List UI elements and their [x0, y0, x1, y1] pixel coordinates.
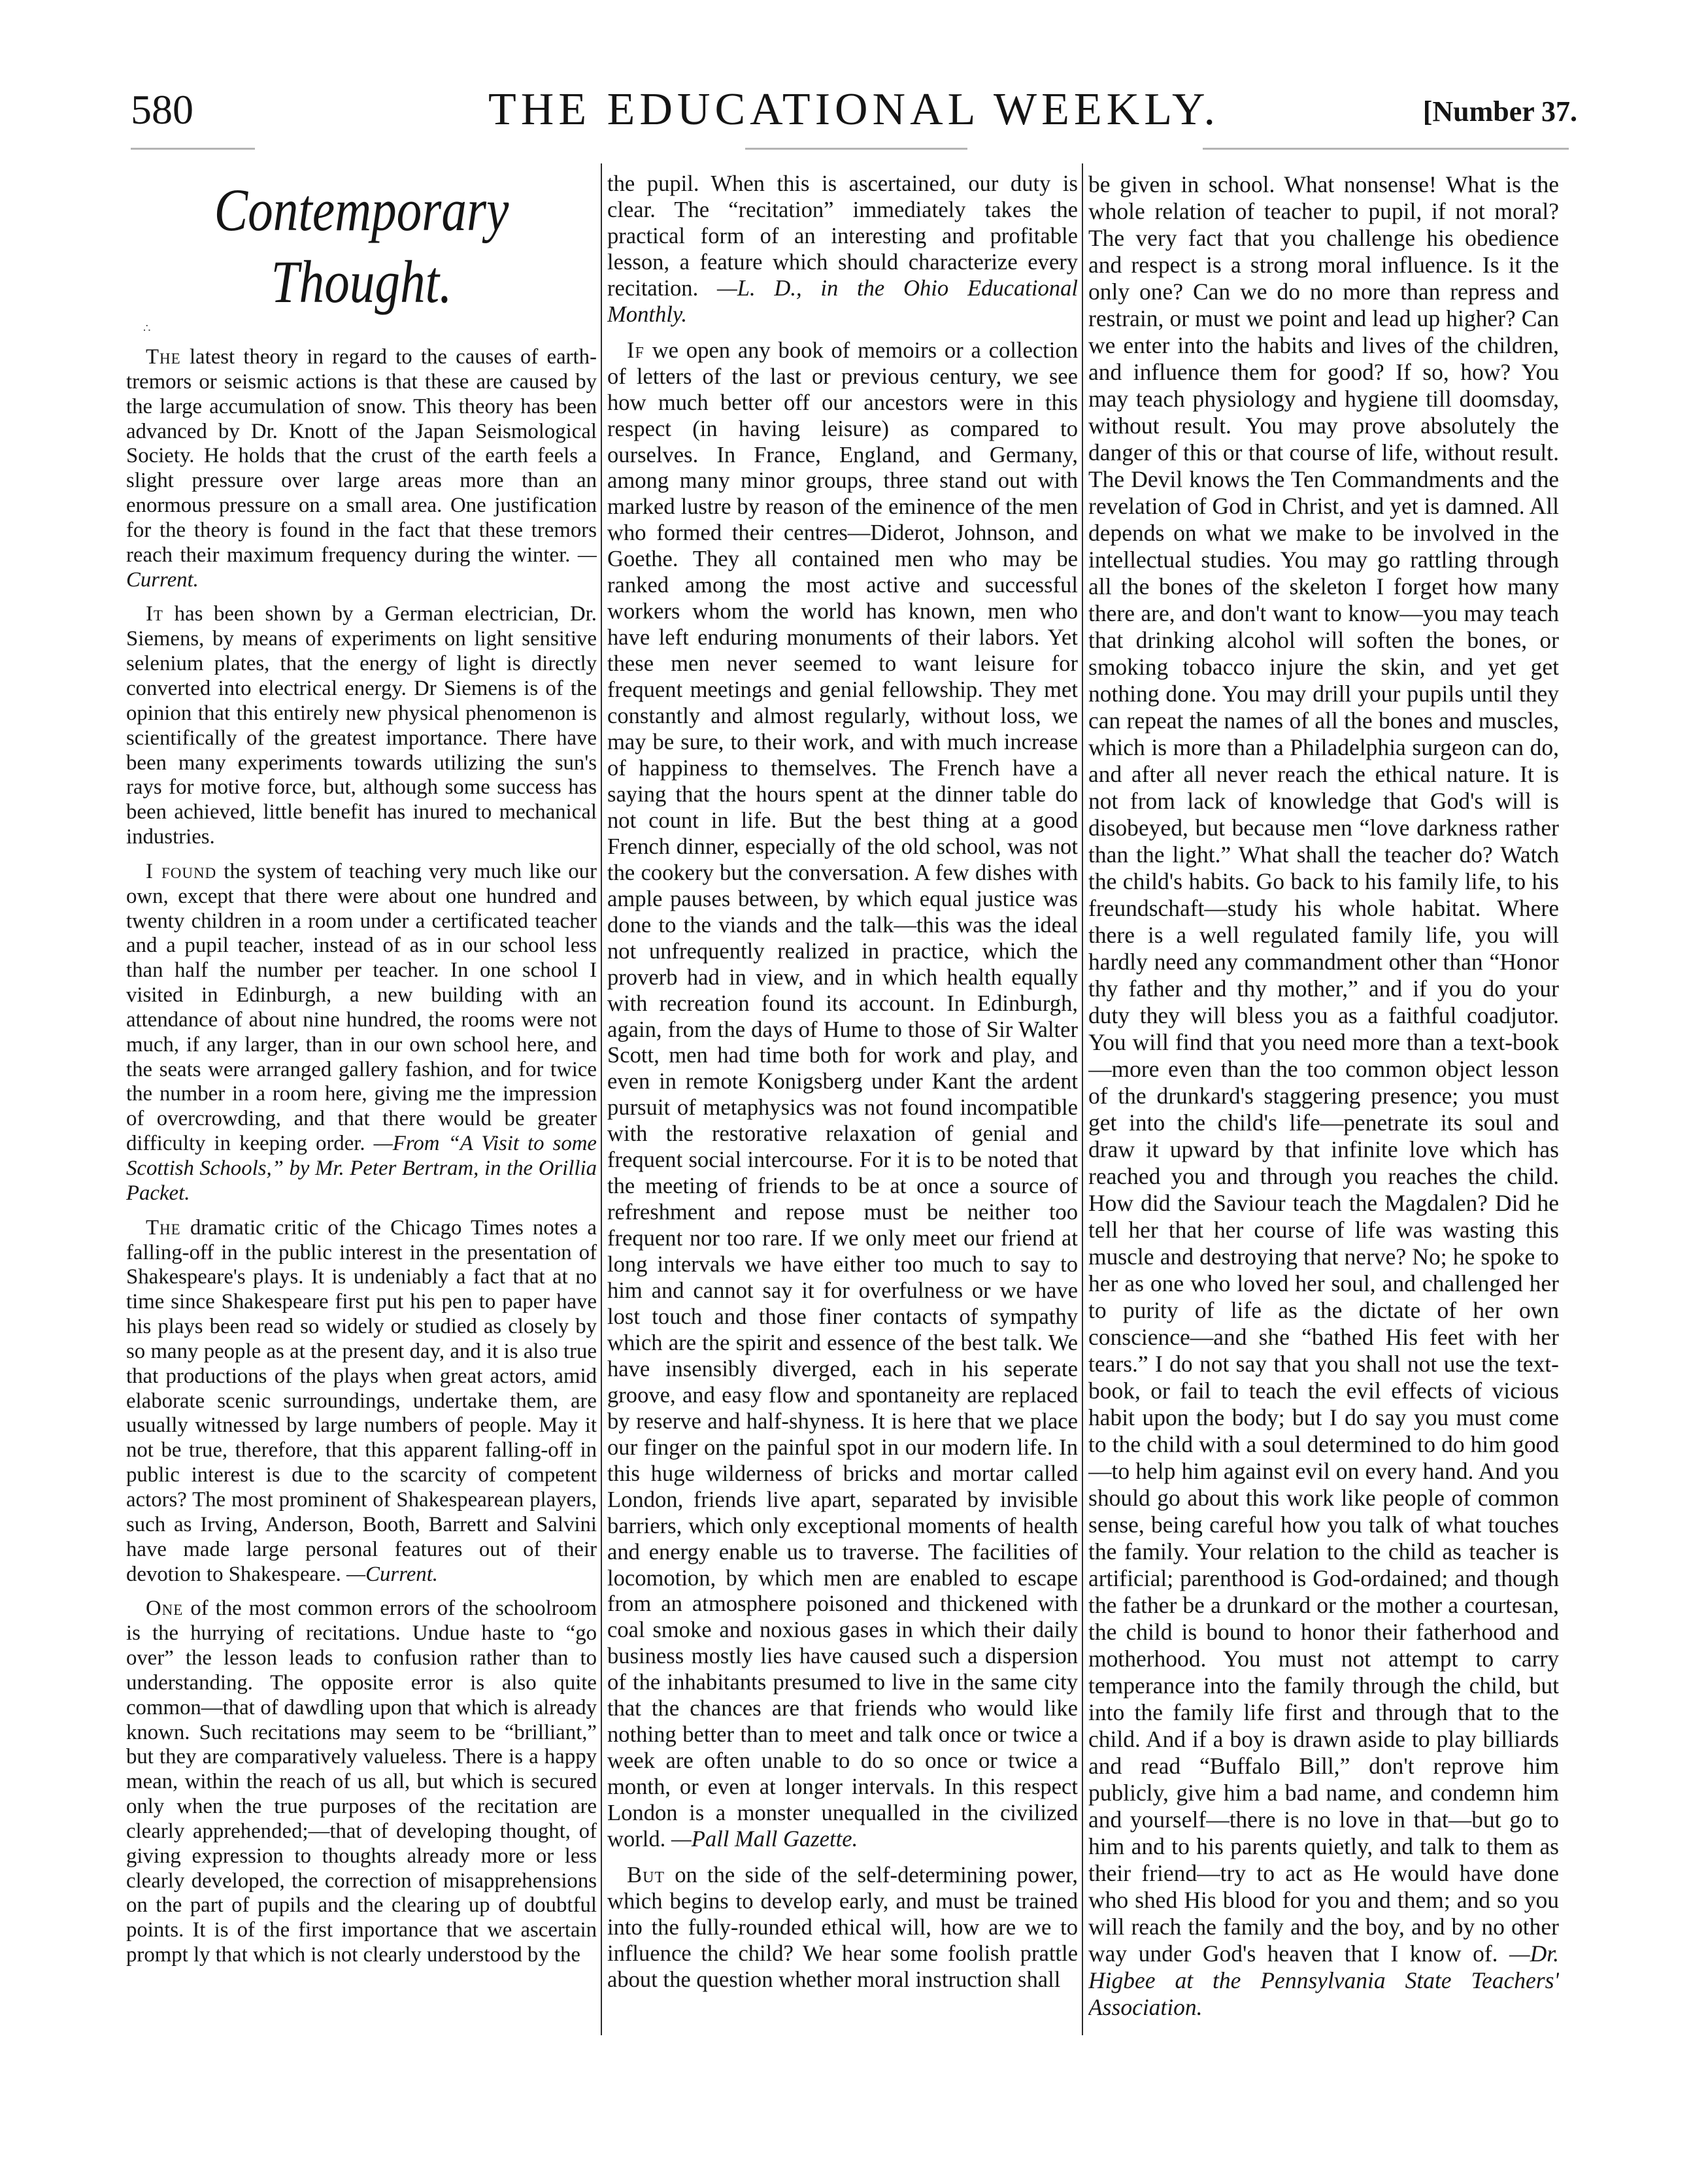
- article-paragraph: [607, 1863, 1078, 1993]
- article-paragraph: [1088, 171, 1559, 2021]
- paragraph-source: —Pall Mall Gazette.: [671, 1827, 858, 1852]
- paragraph-text: the pupil. When this is ascertained, our duty is clear. The “recitation” immediately takes the practical form of an interesting and profitable lesson, a feature which should characterize every recitation.: [607, 171, 1078, 301]
- paragraph-lead-word: The: [146, 345, 181, 369]
- column-divider: [601, 163, 602, 2035]
- paragraph-text: we open any book of memoirs or a collection of letters of the last or previous century, we see how much better off our ancestors were in this respect (in having leisure) as compared to ourselves. In France, England, and Germany, among many minor groups, three stand out with marked lustre by reason of the eminence of the men who formed their centres—Diderot, Johnson, and Goethe. They all contained men who may be ranked among the most active and successful workers whom the world has known, men who have left enduring monuments of their labors. Yet these men never seemed to want leisure for frequent meetings and genial fellowship. They met constantly and almost regularly, without loss, we may be sure, to their work, and with much increase of happiness to themselves. The French have a saying that the hours spent at the dinner table do not count in life. But the best thing at a good French dinner, especially of the old school, was not the cookery but the conversation. A few dishes with ample pauses between, by which equal justice was done to the viands and the talk—this was the ideal not unfrequently realized in practice, which the proverb had in view, and in which health equally with recreation found its account. In Edinburgh, again, from the days of Hume to those of Sir Walter Scott, men had time both for work and play, and even in remote Konigsberg under Kant the ardent pursuit of metaphysics was not found incompatible with the restorative relaxation of genial and frequent social intercourse. For it is to be noted that the meeting of friends to be at once a source of refreshment and repose must be neither too frequent nor too rare. If we only meet our friend at long intervals we have either too much to say to him and cannot say it for overfulness or we have lost touch and those finer contacts of sympathy which are the spirit and essence of the best talk. We have insensibly diverged, each in his seperate groove, and easy flow and spontaneity are replaced by reserve and half-shyness. It is here that we place our finger on the painful spot in our modern life. In this huge wilderness of bricks and mortar called London, friends live apart, separated by invisible barriers, which only exceptional moments of health and energy enable us to traverse. The facilities of locomotion, by which men are enabled to escape from an atmosphere poisoned and thickened with coal smoke and noxious gases in which their daily business mostly lies have caused such a dispersion of the inhabitants presumed to live in the same city that the chances are that friends who would like nothing better than to meet and talk once or twice a week are often unable to do so once or twice a month, or even at longer intervals. In this respect London is a monster unequalled in the civilized world.: [607, 337, 1078, 1852]
- paragraph-lead-word: It: [146, 602, 163, 626]
- paragraph-text: of the most common errors of the schoolroom is the hurrying of recitations. Undue haste to “go over” the lesson leads to confusion rather than to understanding. The opposite error is also quite common—that of dawdling upon that which is already known. Such recitations may seem to be “brilliant,” but they are comparatively valueless. There is a happy mean, within the reach of us all, but which is secured only when the true purposes of the recitation are clearly apprehended;—that of developing thought, of giving expression to thoughts already more or less clearly developed, the correction of misapprehensions on the part of pupils and the clearing up of doubtful points. It is of the first importance that we ascertain prompt ly that which is not clearly understood by the: [126, 1597, 597, 1967]
- paragraph-lead-word: I found: [146, 859, 217, 883]
- column-2: [607, 171, 1078, 2032]
- paragraph-lead-word: One: [146, 1597, 184, 1621]
- paragraph-text: on the side of the self-determining power, which begins to develop early, and must be trained into the fully-rounded ethical will, how are we to influence the child? We hear some foolish prattle about the question whether moral instruction shall: [607, 1863, 1078, 1992]
- issue-number: [Number 37.: [1422, 95, 1577, 127]
- paragraph-text: be given in school. What nonsense! What is the whole relation of teacher to pupil, if not moral? The very fact that you challenge his obedience and respect is a strong moral influence. Is it the only one? Can we do no more than repress and restrain, or must we point and lead up higher? Can we enter into the habits and lives of the children, and influence them for good? If so, how? You may teach physiology and hygiene till doomsday, without result. You may prove absolutely the danger of this or that course of life, without result. The Devil knows the Ten Commandments and the revelation of God in Christ, and yet is damned. All depends on what we make to be involved in the intellectual studies. You may go rattling through all the bones of the skeleton I forget how many there are, and don't want to know—you may teach that drinking alcohol will soften the bones, or smoking tobacco injure the skin, and yet get nothing done. You may drill your pupils until they can repeat the names of all the bones and muscles, which is more than a Philadelphia surgeon can do, and after all never reach the ethical nature. It is not from lack of knowledge that God's will is disobeyed, but because men “love darkness rather than the light.” What shall the teacher do? Watch the child's habits. Go back to his family life, to his freundschaft—study his whole habitat. Where there is a well regulated family life, you will hardly need any commandment other than “Honor thy father and thy mother,” and if you do your duty they will bless you as a faithful coadjutor. You will find that you need more than a text-book—more even than the too common object lesson of the drunkard's staggering presence; you must get into the child's life—penetrate its soul and draw it upward by that infinite love which has reached you and through you reaches the child. How did the Saviour teach the Magdalen? Did he tell her that her course of life was wasting this muscle and destroying that nerve? No; he spoke to her as one who loved her soul, and challenged her to purity of life as the dictate of her own conscience—and she “bathed His feet with her tears.” I do not say that you shall not use the text-book, or fail to teach the evil effects of vicious habit upon the body; but I do say you must come to the child with a soul determined to do him good—to help him against evil on every hand. And you should go about this work like people of common sense, being careful how you talk of what touches the family. Your relation to the child as teacher is artificial; parenthood is God-ordained; and though the father be a drunkard or the mother a courtesan, the child is bound to honor their fatherhood and motherhood. You must not attempt to carry temperance into the family through the child, but into the family life first and through that to the child. And if a boy is drawn aside to play billiards and read “Buffalo Bill,” don't reprove him publicly, give him a bad name, and condemn him and yourself—there is no love in that—but go to him and to his parents quietly, and talk to them as their friend—try to act as He would have done who shed His blood for you and them; and so you will reach the family and the boy, and by no other way under God's heaven that I know of.: [1088, 171, 1559, 1967]
- paragraph-source: —Current.: [346, 1562, 439, 1586]
- section-title: Contemporary Thought.: [214, 177, 509, 315]
- paragraph-source: —Current.: [126, 543, 597, 592]
- paragraph-source: —From “A Visit to some Scottish Schools,” by Mr. Peter Bertram, in the Orillia Packet.: [126, 1132, 597, 1205]
- ornament-mark: ∴: [143, 322, 151, 335]
- page-header: [131, 84, 1577, 143]
- header-rule-left: [131, 148, 255, 150]
- article-paragraph: [126, 1216, 597, 1587]
- paragraph-text: latest theory in regard to the causes of earth-tremors or seismic actions is that these are caused by the large accumulation of snow. This theory has been advanced by Dr. Knott of the Japan Seismological Society. He holds that the crust of the earth feels a slight pressure over large areas more than an enormous pressure on a small area. One justification for the theory is found in the fact that these tremors reach their maximum frequency during the winter.: [126, 345, 597, 567]
- paragraph-text: the system of teaching very much like our own, except that there were about one hundred and twenty children in a room under a certificated teacher and a pupil teacher, instead of as in our school less than half the number per teacher. In one school I visited in Edinburgh, a new building with an attendance of about nine hundred, the rooms were not much, if any larger, than in our own school here, and the seats were arranged gallery fashion, and for twice the number in a room here, giving me the impression of overcrowding, and that there would be greater difficulty in keeping order.: [126, 859, 597, 1156]
- paragraph-source: —Dr. Higbee at the Pennsylvania State Teachers' Association.: [1088, 1940, 1559, 2020]
- page-number: 580: [131, 86, 193, 133]
- article-paragraph: [126, 860, 597, 1206]
- column-divider: [1082, 163, 1083, 2035]
- paragraph-lead-word: But: [627, 1863, 665, 1887]
- column-3: [1088, 171, 1559, 2032]
- running-title: THE EDUCATIONAL WEEKLY.: [488, 84, 1220, 135]
- paragraph-text: has been shown by a German electrician, Dr. Siemens, by means of experiments on light sensitive selenium plates, that the energy of light is directly converted into electrical energy. Dr Siemens is of the opinion that this entirely new physical phenomenon is scientifically of the greatest importance. There have been many experiments towards utilizing the sun's rays for motive force, but, although some success has been achieved, little benefit has inured to mechanical industries.: [126, 602, 597, 849]
- header-rule-right: [1203, 148, 1569, 150]
- column-1-paragraphs: [126, 345, 597, 1968]
- column-2-paragraphs: [607, 171, 1078, 1993]
- article-paragraph: [126, 602, 597, 849]
- column-1: [126, 171, 597, 2032]
- column-3-paragraphs: [1088, 171, 1559, 2021]
- article-paragraph: [126, 345, 597, 592]
- paragraph-source: —L. D., in the Ohio Educational Monthly.: [607, 275, 1078, 327]
- header-rule-center: [745, 148, 967, 150]
- paragraph-text: dramatic critic of the Chicago Times notes a falling-off in the public interest in the presentation of Shakespeare's plays. It is undeniably a fact that at no time since Shakespeare first put his pen to paper have his plays been read so widely or studied as closely by so many people as at the present day, and it is also true that productions of the plays when great actors, amid elaborate scenic surroundings, undertake them, are usually witnessed by large numbers of people. May it not be true, therefore, that this apparent falling-off in public interest is due to the scarcity of competent actors? The most prominent of Shakespearean players, such as Irving, Anderson, Booth, Barrett and Salvini have made large personal features out of their devotion to Shakespeare.: [126, 1215, 597, 1586]
- article-paragraph: [607, 171, 1078, 328]
- paragraph-lead-word: If: [627, 337, 645, 363]
- article-paragraph: [126, 1597, 597, 1968]
- paragraph-lead-word: The: [146, 1215, 181, 1240]
- article-paragraph: [607, 338, 1078, 1853]
